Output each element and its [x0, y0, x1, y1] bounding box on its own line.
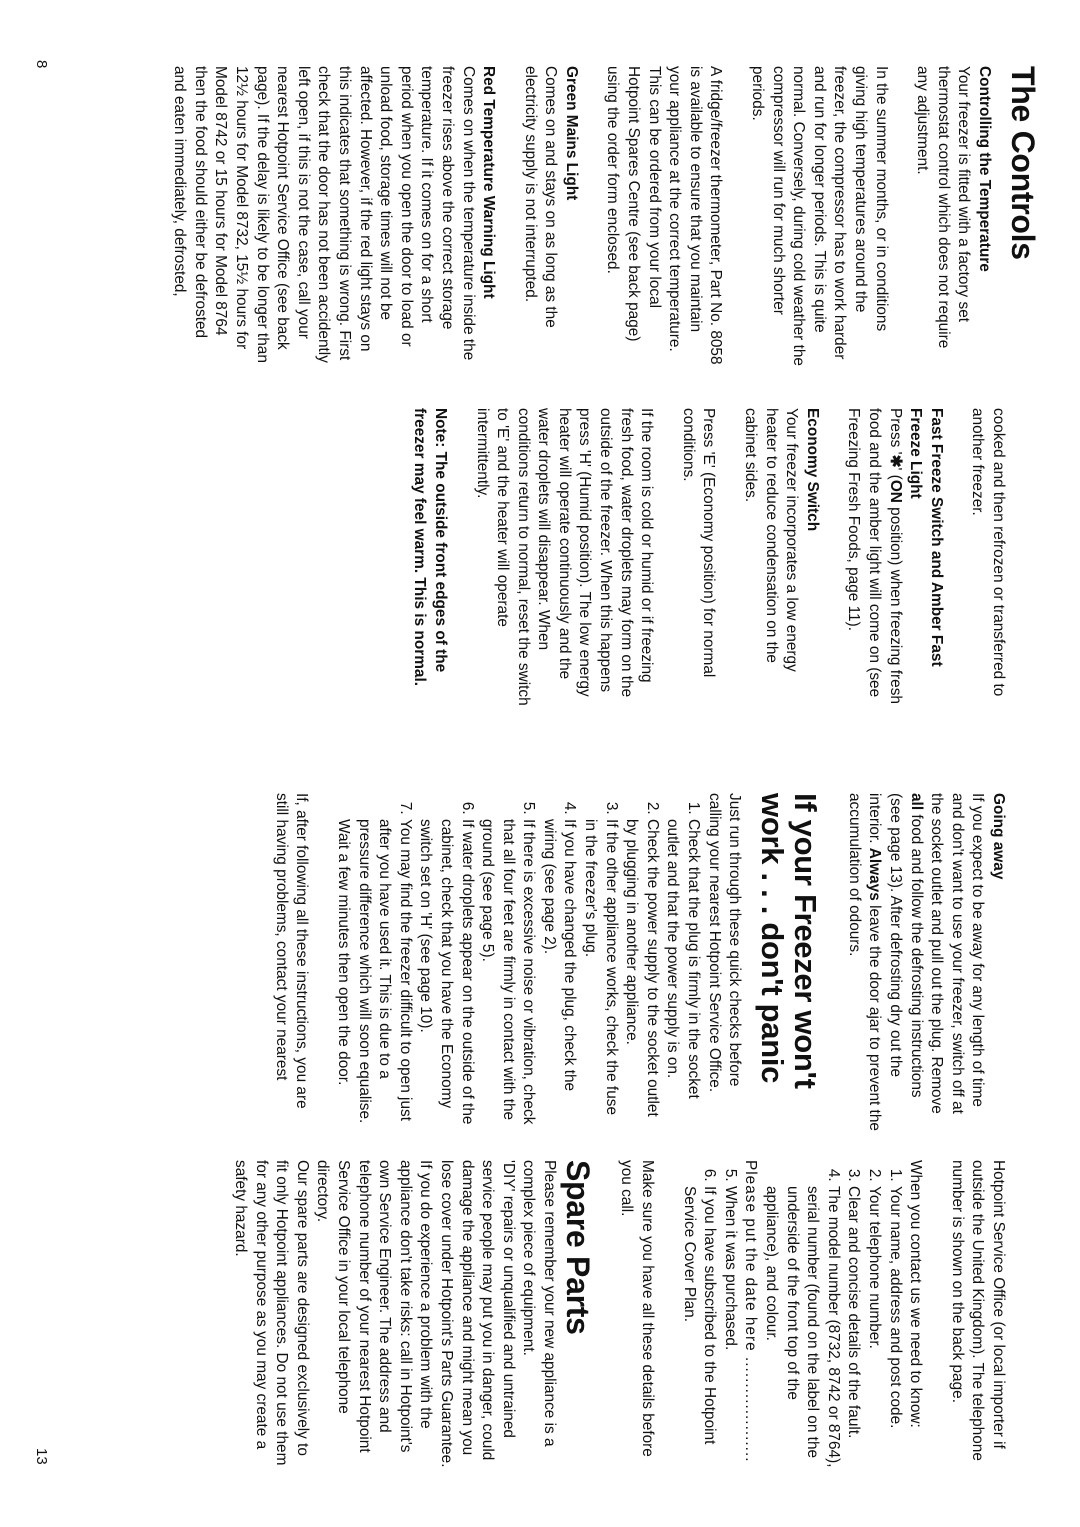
heading-spare-parts: Spare Parts — [559, 1160, 596, 1335]
list-item: 4. The model number (8732, 8742 or 8764), serial number (found on the label on the underside of the front top of the appliance), and colour. — [760, 1186, 842, 1472]
star-icon: ✱ — [886, 454, 904, 468]
column-switches — [388, 408, 1008, 716]
list-item: 2. Your telephone number. — [863, 1186, 884, 1472]
paragraph: If you do experience a problem with the appliance don't take risks: call in Hotpoint's own Service Engineer. The address and telephone number of your nearest Hotpoint Service Office in your local telephone directory. — [314, 1160, 435, 1453]
paragraph: Hotpoint Service Office (or local importer if outside the United Kingdom). The telephone number is shown on the back page. — [948, 1160, 1007, 1461]
column-troubleshooting — [249, 793, 1008, 1131]
contact-list-continued — [678, 1160, 740, 1472]
list-item: 4. If you have changed the plug, check the wiring (see page 2). — [538, 819, 579, 1131]
contact-list — [760, 1160, 904, 1472]
paragraph: Our spare parts are designed exclusively to fit only Hotpoint appliances. Do not use them for any other purpose as you may create a safety hazard. — [232, 1160, 311, 1466]
list-item: 3. Clear and concise details of the fault. — [843, 1186, 864, 1472]
paragraph: If, after following all these instructions, you are still having problems, contact your nearest — [272, 793, 311, 1109]
list-item: 5. If there is excessive noise or vibration, check that all four feet are firmly in contact with the ground (see page 5). — [477, 819, 539, 1131]
list-item: 1. Your name, address and post code. — [884, 1186, 905, 1472]
page-title-the-controls: The Controls — [1005, 66, 1041, 260]
heading-going-away: Going away — [990, 793, 1007, 880]
heading-green-mains-light: Green Mains Light — [562, 66, 580, 201]
paragraph: Just run through these quick checks before calling your nearest Hotpoint Service Office. — [705, 793, 744, 1093]
note: Note: The outside front edges of the freezer may feel warm. This is normal. — [411, 408, 449, 687]
paragraph: cooked and then refrozen or transferred to another freezer. — [969, 408, 1007, 697]
paragraph-fast-freeze: Press '✱' (ON position) when freezing fresh food and the amber light will come on (see Freezing Fresh Foods, page 11). — [845, 408, 904, 704]
paragraph: Press 'E' (Economy position) for normal conditions. — [679, 408, 718, 678]
list-item: 5. When it was purchased. — [719, 1186, 740, 1472]
page-number-right: 13 — [33, 1448, 50, 1465]
column-contact-spares — [229, 1160, 1008, 1472]
column-controls — [169, 66, 1040, 366]
list-item: 3. If the other appliance works, check the fuse in the freezer's plug. — [580, 819, 621, 1131]
heading-red-warning-light: Red Temperature Warning Light — [480, 66, 498, 299]
checklist — [332, 793, 703, 1131]
list-item: 1. Check that the plug is firmly in the socket outlet and that the power supply is on. — [662, 819, 703, 1131]
list-item: 6. If you have subscribed to the Hotpoint Service Cover Plan. — [678, 1186, 719, 1472]
paragraph: 'DIY' repairs or unqualified and untrained service people may put you in danger, could damage the appliance and might mean you lose cover under Hotpoint's Parts Guarantee. — [437, 1160, 517, 1468]
paragraph: In the summer months, or in conditions giving high temperatures around the freezer, the compressor has to work harder and run for longer periods. This is quite normal. Conversely, during cold weather the compressor will run for much shorter periods. — [749, 66, 890, 366]
paragraph: Comes on and stays on as long as the electricity supply is not interrupted. — [521, 66, 560, 328]
list-item: 6. If water droplets appear on the outside of the cabinet, check that you have the Economy switch set on 'H' (see page 10). — [415, 819, 477, 1131]
paragraph: Make sure you have all these details before you call. — [618, 1160, 657, 1457]
heading-freezer-wont-work: If your Freezer won't work . . . don't panic — [755, 793, 824, 1089]
heading-fast-freeze: Fast Freeze Switch and Amber Fast Freeze Light — [907, 408, 945, 667]
page-number-left: 8 — [33, 60, 50, 69]
heading-controlling-temperature: Controlling the Temperature — [976, 66, 993, 272]
heading-economy-switch: Economy Switch — [803, 408, 821, 532]
paragraph: Your freezer incorporates a low energy heater to reduce condensation on the cabinet sides. — [742, 408, 801, 672]
date-line: Please put the date here .................... — [742, 1160, 760, 1463]
paragraph: Please remember your new appliance is a complex piece of equipment. — [520, 1160, 558, 1447]
paragraph: Comes on when the temperature inside the freezer rises above the correct storage temperature. If it comes on for a short period when you open the door to load or unload food, storage times will not be affected. However, if the red light stays on this indicates that something is wrong. First check that the door has not been accidently left open, if this is not the case, call your nearest Hotpoint Service Office (see back page). If the delay is likely to be longer than 12½ hours for Model 8732, 15½ hours for Model 8742 or 15 hours for Model 8764 then the food should either be defrosted and eaten immediately, defrosted, — [171, 66, 477, 363]
paragraph-going-away: If you expect to be away for any length of time and don't want to use your freezer, switch off at the socket outlet and pull out the plug. Remove all food and follow the defrosting instructions (see page 13). After defrosting dry out the interior. Always leave the door ajar to prevent the accumulation of odours. — [845, 793, 987, 1131]
paragraph: A fridge/freezer thermometer, Part No. 8058 is available to ensure that you maintain your appliance at the correct temperature. This can be ordered from your local Hotpoint Spares Centre (see back page) using the order form enclosed. — [604, 66, 725, 365]
paragraph: Your freezer is fitted with a factory set thermostat control which does not require any adjustment. — [914, 66, 973, 349]
list-item: 7. You may find the freezer difficult to open just after you have used it. This is due to a pressure difference which will soon equalise. Wait a few minutes then open the door. — [332, 819, 414, 1131]
paragraph: If the room is cold or humid or if freezing fresh food, water droplets may form on the outside of the freezer. When this happens press 'H' (Humid position). The low energy heater will operate continuously and the water droplets will disappear. When conditions return to normal, reset the switch to 'E' and the heater will operate intermittently. — [473, 408, 656, 706]
paragraph: When you contact us we need to know: — [907, 1160, 925, 1428]
list-item: 2. Check the power supply to the socket outlet by plugging in another appliance. — [621, 819, 662, 1131]
